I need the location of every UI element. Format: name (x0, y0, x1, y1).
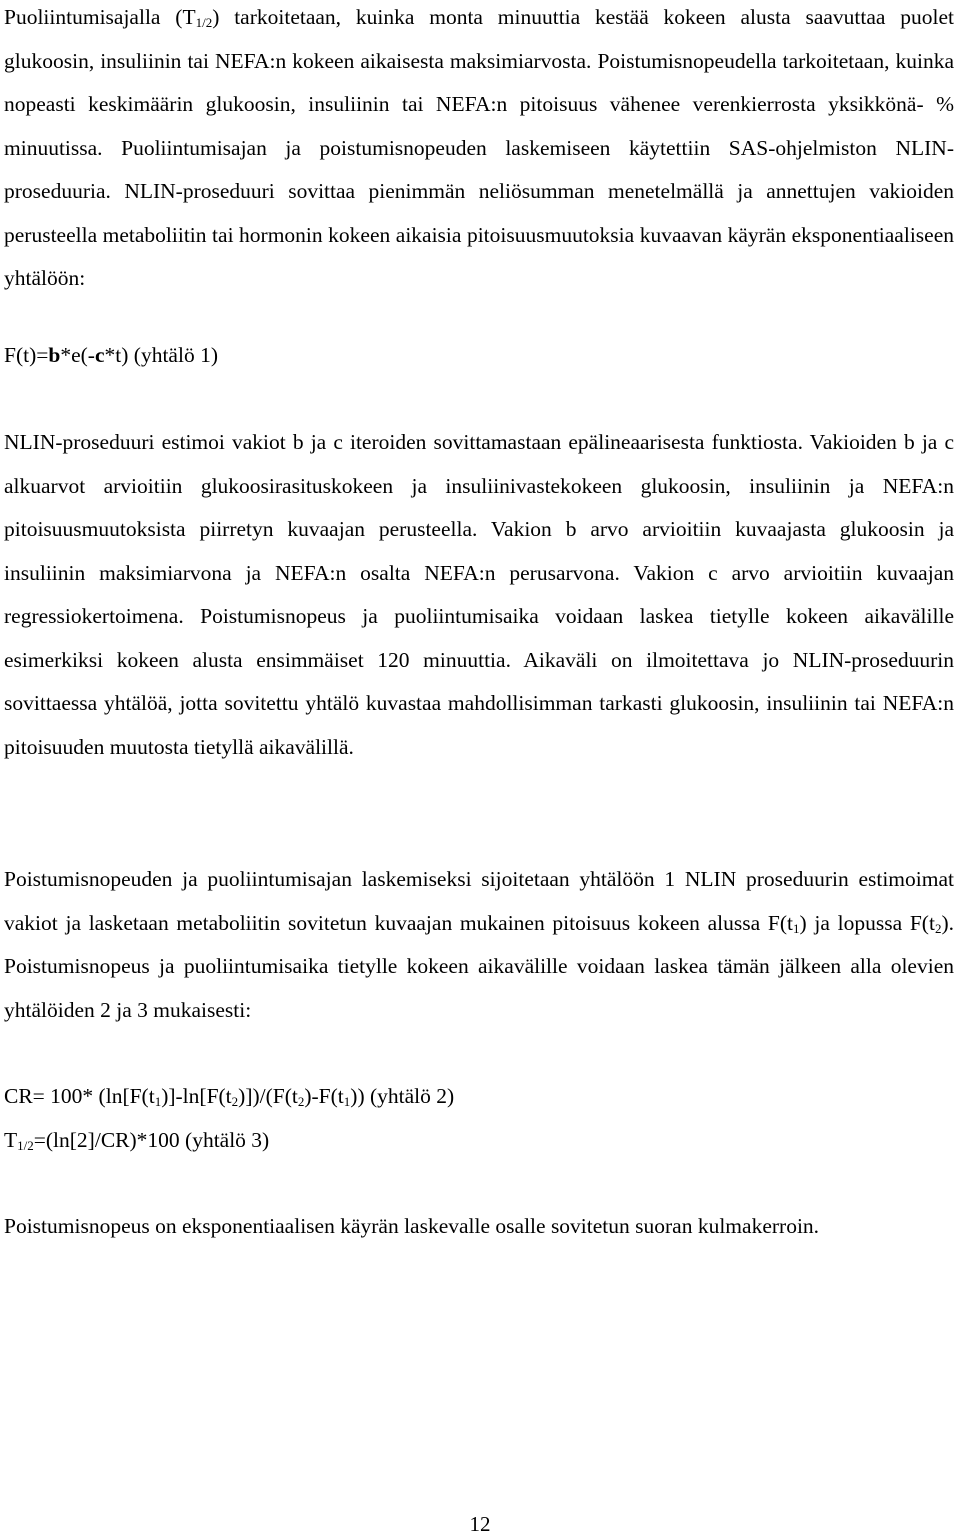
text-run: ). Poistumisnopeus ja puoliintumisaika tietylle kokeen aikavälille voidaan laskea tämän jälkeen alla olevien yhtälöiden 2 ja 3 mukaisesti: (4, 910, 954, 1022)
subscript: 1 (793, 920, 800, 936)
paragraph-half-life-definition (4, 0, 954, 301)
subscript: 1 (343, 1094, 351, 1109)
text-run: F(t)= (4, 343, 49, 367)
text-run: Puoliintumisajalla (T (4, 5, 196, 29)
page-number: 12 (469, 1512, 491, 1536)
text-run: *e(- (60, 343, 95, 367)
text-run: T (4, 1128, 18, 1152)
equation-3 (4, 1119, 954, 1163)
text-run: *t) (yhtälö 1) (104, 343, 218, 367)
subscript: 1/2 (17, 1138, 34, 1153)
text-run: )-F(t (304, 1084, 344, 1108)
paragraph-elimination-slope: Poistumisnopeus on eksponentiaalisen käyrän laskevalle osalle sovitetun suoran kulmakerroin. (4, 1214, 820, 1238)
text-run: ) ja lopussa F(t (799, 910, 935, 935)
text-run: Poistumisnopeuden ja puoliintumisajan laskemiseksi sijoitetaan yhtälöön 1 NLIN proseduurin estimoimat vakiot ja lasketaan metaboliitin sovitetun kuvaajan mukainen pitoisuus kokeen alussa F(t (4, 867, 954, 935)
paragraph-nlin-estimation: NLIN-proseduuri estimoi vakiot b ja c iteroiden sovittamastaan epälineaarisesta funktiosta. Vakioiden b ja c alkuarvot arvioitiin glukoosirasituskokeen ja insuliinivastekokeen glukoosin, insuliinin ja NEFA:n pitoisuusmuutoksista piirretyn kuvaajan perusteella. Vakion b arvo arvioitiin kuvaajasta glukoosin ja insuliinin maksimiarvona ja NEFA:n osalta NEFA:n perusarvona. Vakion c arvo arvioitiin kuvaajan regressiokertoimena. Poistumisnopeus ja puoliintumisaika voidaan laskea tietylle kokeen aikavälille esimerkiksi kokeen alusta ensimmäiset 120 minuuttia. Aikaväli on ilmoitettava jo NLIN-proseduurin sovittaessa yhtälöä, jotta sovitettu yhtälö kuvastaa mahdollisimman tarkasti glukoosin, insuliinin tai NEFA:n pitoisuuden muutosta tietyllä aikavälillä. (4, 430, 954, 759)
text-run: CR= 100* (ln[F(t (4, 1084, 155, 1108)
subscript: 2 (934, 920, 942, 936)
text-run: =(ln[2]/CR)*100 (yhtälö 3) (33, 1128, 270, 1152)
text-run: ) tarkoitetaan, kuinka monta minuuttia kestää kokeen alusta saavuttaa puolet glukoosin, insuliinin tai NEFA:n kokeen aikaisesta maksimiarvosta. Poistumisnopeudella tarkoitetaan, kuinka nopeasti keskimäärin glukoosin, insuliinin tai NEFA:n pitoisuus vähenee verenkierrosta yksikkönä- % minuutissa. Puoliintumisajan ja poistumisnopeuden laskemiseen käytettiin SAS-ohjelmiston NLIN-proseduuria. NLIN-proseduuri sovittaa pienimmän neliösumman menetelmällä ja annettujen vakioiden perusteella metaboliitin tai hormonin kokeen aikaisia pitoisuusmuutoksia kuvaavan käyrän eksponentiaaliseen yhtälöön: (4, 5, 954, 290)
equation-1 (4, 334, 954, 378)
subscript: 2 (231, 1094, 239, 1109)
paragraph-calculation-method (4, 858, 954, 1032)
text-run: )])/(F(t (238, 1084, 298, 1108)
bold-constant-c: c (94, 343, 105, 367)
equation-2 (4, 1075, 954, 1119)
subscript: 1/2 (195, 15, 213, 30)
text-run: )) (yhtälö 2) (350, 1084, 455, 1108)
bold-constant-b: b (48, 343, 61, 367)
subscript: 2 (297, 1094, 305, 1109)
subscript: 1 (154, 1094, 162, 1109)
text-run: )]-ln[F(t (161, 1084, 232, 1108)
